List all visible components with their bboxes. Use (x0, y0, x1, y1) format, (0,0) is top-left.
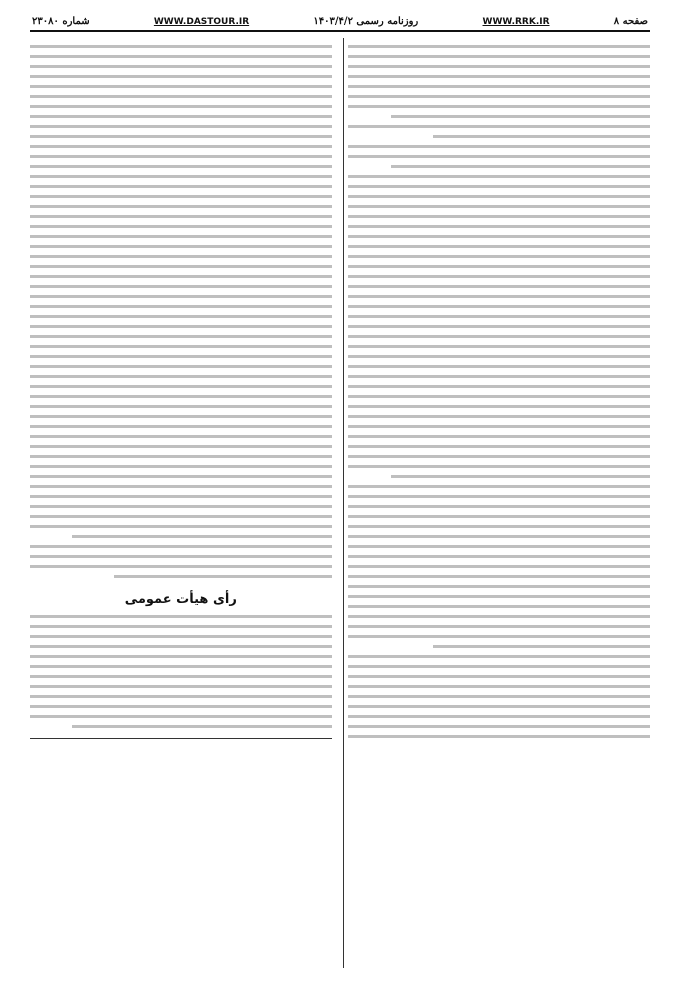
gazette-date: روزنامه رسمی ۱۴۰۳/۴/۲ (313, 16, 419, 27)
issue-number: شماره ۲۳۰۸۰ (32, 16, 90, 27)
vote-paragraph (30, 615, 332, 728)
page-number: صفحه ۸ (613, 16, 648, 27)
column-divider (336, 38, 345, 968)
complaint-subject-paragraph (348, 145, 650, 168)
page-header (30, 16, 650, 32)
complainants-paragraph (348, 45, 650, 138)
left-column (30, 38, 332, 968)
complaint-course-paragraph (348, 175, 650, 478)
letter-paragraph (30, 155, 332, 538)
site-link-dastour[interactable]: WWW.DASTOUR.IR (153, 16, 250, 27)
closing-divider (30, 738, 332, 739)
court-procedure-paragraph (348, 485, 650, 648)
section-heading-vote: رأی هیأت عمومی (124, 592, 237, 607)
two-column-body (30, 38, 650, 968)
session-paragraph (30, 545, 332, 578)
parliament-response-paragraph (348, 655, 650, 738)
right-column (348, 38, 650, 968)
site-link-rrk[interactable]: WWW.RRK.IR (482, 16, 550, 27)
continued-paragraph (30, 45, 332, 148)
